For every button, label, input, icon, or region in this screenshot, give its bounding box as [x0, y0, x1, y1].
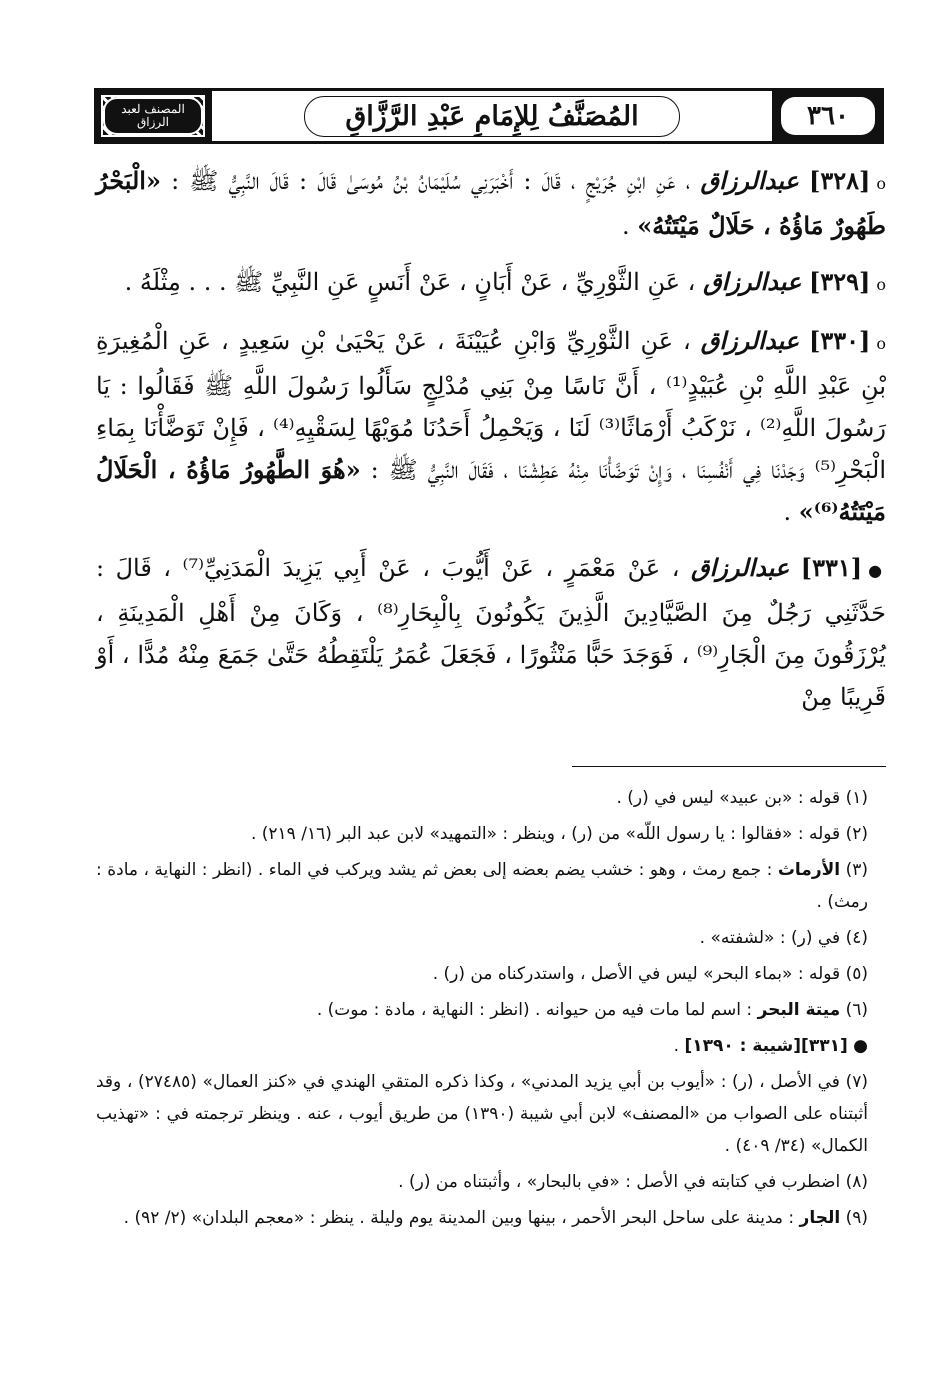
running-title: المُصَنَّفُ لِلإِمَامِ عَبْدِ الرَّزَّاقِ: [304, 96, 679, 137]
hadith-number: [٣٣١]: [800, 553, 863, 582]
footnote-3: (٣) الأرماث : جمع رمث ، وهو : خشب يضم بعضه إلى بعض ثم يشد ويركب في الماء . (انظر : النهاية ، مادة : رمث) .: [96, 860, 869, 912]
footnote-source: ● [٣٣١][شيبة : ١٣٩٠] .: [673, 1036, 868, 1056]
footnote-separator: [572, 766, 886, 767]
narrator-name: عبدالرزاق: [700, 166, 799, 195]
hadith-end: .: [622, 212, 630, 240]
hadith-quote: «هُوَ الطَّهُورُ مَاؤُهُ ، الْحَلَالُ مَيْتَتُهُ⁽⁶⁾»: [96, 455, 886, 526]
hadith-marker: ●: [868, 561, 886, 580]
hadith-body: [96, 160, 886, 732]
narrator-name: عبدالرزاق: [700, 326, 800, 355]
footnote-1: (١) قوله : «بن عبيد» ليس في (ر) .: [616, 788, 868, 808]
footnote-4: (٤) في (ر) : «لشفته» .: [699, 928, 868, 948]
hadith-end: .: [783, 498, 792, 526]
hadith-marker: o: [876, 334, 886, 353]
hadith-number: [٣٢٨]: [808, 166, 871, 195]
book-seal: المصنف لعبد الرزاق: [103, 97, 203, 135]
hadith-number: [٣٢٩]: [808, 267, 871, 296]
footnotes: [96, 782, 868, 1238]
page-number-ornament: [772, 88, 884, 144]
narrator-name: عبدالرزاق: [690, 553, 790, 582]
hadith-number: [٣٣٠]: [808, 326, 871, 355]
footnote-5: (٥) قوله : «بماء البحر» ليس في الأصل ، واستدركناه من (ر) .: [432, 964, 868, 984]
hadith-text: ، عَنِ الثَّوْرِيِّ ، عَنْ أَبَانٍ ، عَنْ أَنَسٍ عَنِ النَّبِيِّ ﷺ . . . مِثْلَهُ .: [124, 268, 696, 296]
hadith-text: ، عَنِ الثَّوْرِيِّ وَابْنِ عُيَيْنَةَ ، عَنْ يَحْيَىٰ بْنِ سَعِيدٍ ، عَنِ الْمُغِيرَةِ بْنِ عَبْدِ اللَّهِ بْنِ عُبَيْدٍ⁽¹⁾ ، أَنَّ نَاسًا مِنْ بَنِي مُدْلِجٍ سَأَلُوا رَسُولَ اللَّهِ ﷺ فَقَالُوا : يَا رَسُولَ اللَّهِ⁽²⁾ ، نَرْكَبُ أَرْمَاثًا⁽³⁾ لَنَا ، وَيَحْمِلُ أَحَدُنَا مُوَيْهًا لِسَقْيِهِ⁽⁴⁾ ، فَإِنْ تَوَضَّأْنَا بِمَاءِ الْبَحْرِ⁽⁵⁾ وَجَدْنَا فِي أَنْفُسِنَا ، وَإِنْ تَوَضَّأْنَا مِنْهُ عَطِشْنَا ، فَقَالَ النَّبِيُّ ﷺ :: [96, 327, 886, 484]
narrator-name: عبدالرزاق: [703, 267, 802, 296]
hadith-marker: o: [876, 275, 886, 294]
page-number: ٣٦٠: [781, 97, 875, 135]
footnote-8: (٨) اضطرب في كتابته في الأصل : «في بالبحار» ، وأثبتناه من (ر) .: [398, 1172, 868, 1192]
hadith-marker: o: [876, 174, 886, 193]
hadith-330: [96, 320, 886, 533]
hadith-331: [96, 547, 886, 718]
hadith-text: ، عَنِ ابْنِ جُرَيْجٍ ، قَالَ : أَخْبَرَنِي سُلَيْمَانُ بْنُ مُوسَىٰ قَالَ : قَالَ النَّبِيُّ ﷺ :: [171, 167, 691, 195]
title-band: [211, 88, 773, 144]
hadith-329: [96, 261, 886, 306]
hadith-text: ، عَنْ مَعْمَرٍ ، عَنْ أَيُّوبَ ، عَنْ أَبِي يَزِيدَ الْمَدَنِيِّ⁽⁷⁾ ، قَالَ : حَدَّثَنِي رَجُلٌ مِنَ الصَّيَّادِينَ الَّذِينَ يَكُونُونَ بِالْبِحَارِ⁽⁸⁾ ، وَكَانَ مِنْ أَهْلِ الْمَدِينَةِ ، يُرْزَقُونَ مِنَ الْجَارِ⁽⁹⁾ ، فَوَجَدَ حَبًّا مَنْثُورًا ، فَجَعَلَ عُمَرُ يَلْتَقِطُهُ حَتَّىٰ جَمَعَ مِنْهُ مُدًّا ، أَوْ قَرِيبًا مِنْ: [96, 554, 886, 711]
footnote-9: (٩) الجار : مدينة على ساحل البحر الأحمر ، بينها وبين المدينة يوم وليلة . ينظر : «معجم البلدان» (٢/ ٩٢) .: [123, 1208, 868, 1228]
footnote-2: (٢) قوله : «فقالوا : يا رسول اللّه» من (ر) ، وينظر : «التمهيد» لابن عبد البر (١٦/ ٢١٩) .: [250, 824, 868, 844]
hadith-328: [96, 160, 886, 247]
footnote-7: (٧) في الأصل ، (ر) : «أيوب بن أبي يزيد المدني» ، وكذا ذكره المتقي الهندي في «كنز العمال» (٢٧٤٨٥) ، وقد أثبتناه على الصواب من «المصنف» لابن أبي شيبة (١٣٩٠) من طريق أيوب ، عنه . وينظر ترجمته في : «تهذيب الكمال» (٣٤/ ٤٠٩) .: [96, 1072, 868, 1156]
seal-ornament: [94, 88, 212, 144]
hadith-quote: «الْبَحْرُ طَهُورٌ مَاؤُهُ ، حَلَالٌ مَيْتَتُهُ»: [96, 166, 886, 240]
footnote-6: (٦) ميتة البحر : اسم لما مات فيه من حيوانه . (انظر : النهاية ، مادة : موت) .: [316, 1000, 868, 1020]
page-header: [94, 88, 884, 144]
